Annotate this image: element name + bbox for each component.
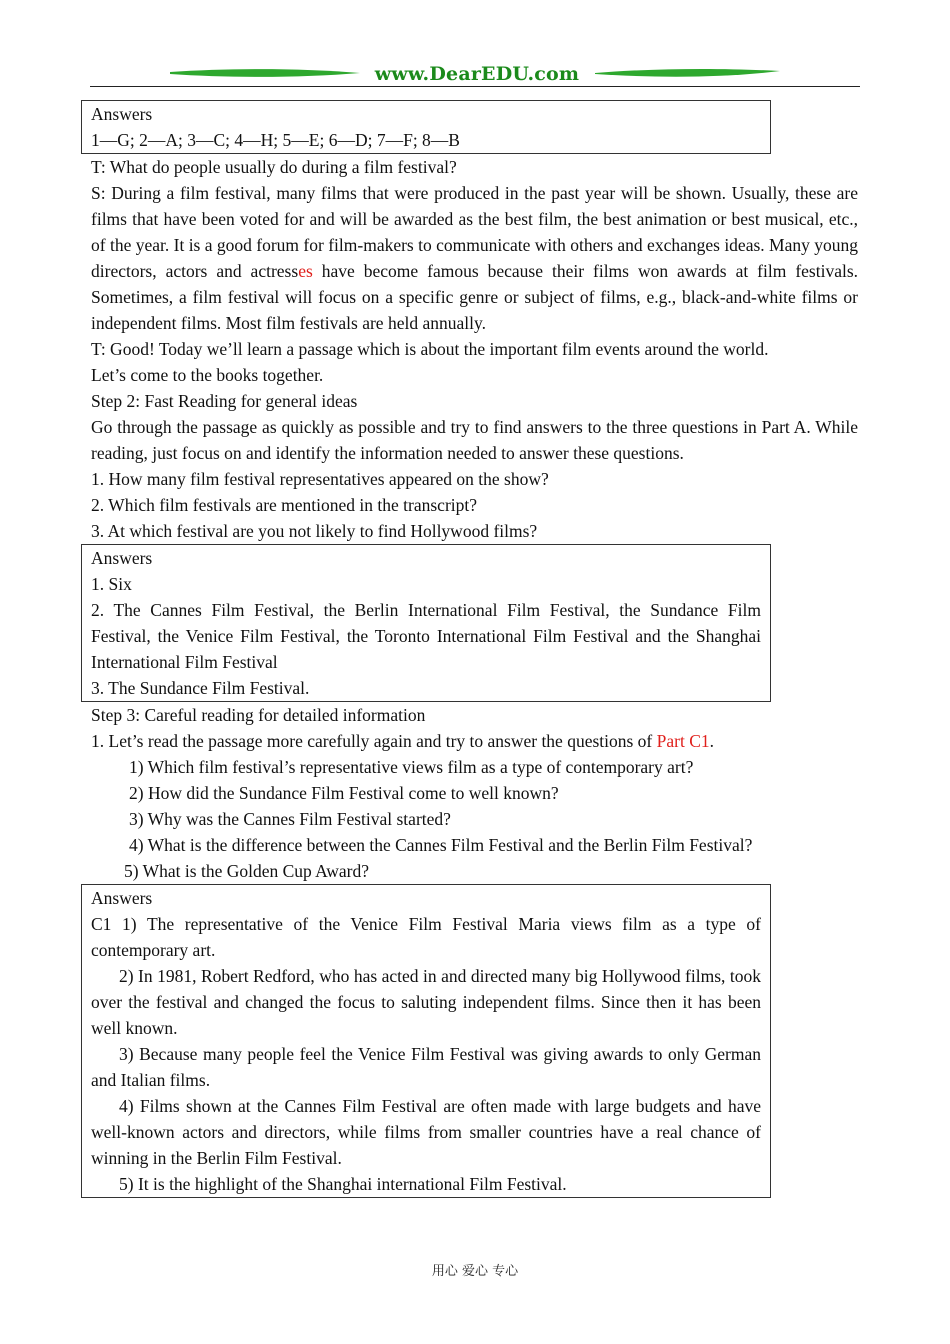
document-body bbox=[91, 100, 858, 1198]
c1-answer-4: 4) Films shown at the Cannes Film Festival are often made with large budgets and have well-known actors and directors, while films from smaller countries have a real chance of winning in the Berlin Film Festival. bbox=[91, 1096, 761, 1168]
step2-question-2: 2. Which film festivals are mentioned in the transcript? bbox=[91, 495, 478, 515]
c1-answer-5: 5) It is the highlight of the Shanghai international Film Festival. bbox=[119, 1174, 567, 1194]
step3-question-3: 3) Why was the Cannes Film Festival started? bbox=[129, 809, 451, 829]
step3-question-1: 1) Which film festival’s representative views film as a type of contemporary art? bbox=[129, 757, 694, 777]
c1-answer-1: C1 1) The representative of the Venice Film Festival Maria views film as a type of contemporary art. bbox=[91, 914, 761, 960]
step3-question-4: 4) What is the difference between the Cannes Film Festival and the Berlin Film Festival? bbox=[129, 835, 753, 855]
green-brush-stroke-right bbox=[595, 68, 780, 78]
answers-title: Answers bbox=[91, 104, 153, 124]
step3-title: Step 3: Careful reading for detailed information bbox=[91, 705, 426, 725]
part-c1-highlight: Part C1 bbox=[656, 731, 710, 751]
c1-answer-3: 3) Because many people feel the Venice Film Festival was giving awards to only German and Italian films. bbox=[91, 1044, 761, 1090]
answer-3: 3. The Sundance Film Festival. bbox=[91, 678, 310, 698]
teacher-remark: T: Good! Today we’ll learn a passage which is about the important film events around the world. bbox=[91, 339, 769, 359]
green-brush-stroke-left bbox=[170, 68, 360, 78]
answers-box-1 bbox=[81, 100, 771, 154]
page-header bbox=[90, 60, 860, 90]
page-footer: 用心 爱心 专心 bbox=[431, 1264, 519, 1279]
step2-instructions: Go through the passage as quickly as possible and try to find answers to the three questions in Part A. While reading, just focus on and identify the information needed to answer these questions. bbox=[91, 417, 858, 463]
answers-box-2 bbox=[81, 544, 771, 702]
site-logo: www.DearEDU.com bbox=[374, 63, 580, 85]
step3-question-5: 5) What is the Golden Cup Award? bbox=[124, 861, 369, 881]
answer-2: 2. The Cannes Film Festival, the Berlin International Film Festival, the Sundance Film Festival, the Venice Film Festival, the Toronto International Film Festival and the Shanghai International Film Festival bbox=[91, 600, 761, 672]
red-highlight: es bbox=[298, 261, 313, 281]
step3-question-2: 2) How did the Sundance Film Festival come to well known? bbox=[129, 783, 559, 803]
c1-answer-2: 2) In 1981, Robert Redford, who has acted in and directed many big Hollywood films, took over the festival and changed the focus to saluting independent films. Since then it has been well known. bbox=[91, 966, 761, 1038]
step2-question-1: 1. How many film festival representatives appeared on the show? bbox=[91, 469, 549, 489]
step3-intro: 1. Let’s read the passage more carefully again and try to answer the questions of Part C1. bbox=[91, 731, 715, 751]
step2-title: Step 2: Fast Reading for general ideas bbox=[91, 391, 358, 411]
step2-question-3: 3. At which festival are you not likely to find Hollywood films? bbox=[91, 521, 538, 541]
answer-1: 1. Six bbox=[91, 574, 132, 594]
answers-title: Answers bbox=[91, 548, 153, 568]
teacher-remark-2: Let’s come to the books together. bbox=[91, 365, 324, 385]
answers-box-3 bbox=[81, 884, 771, 1198]
teacher-question: T: What do people usually do during a film festival? bbox=[91, 157, 457, 177]
answers-title: Answers bbox=[91, 888, 153, 908]
header-rule bbox=[90, 86, 860, 87]
student-answer: S: During a film festival, many films that were produced in the past year will be shown. Usually, these are films that have been voted for and will be awarded as the best film, the best animation or best musical, etc., of the year. It is a good forum for film-makers to communicate with others and exchanges ideas. Many young directors, actors and actresses have become famous because their films won awards at film festivals. Sometimes, a film festival will focus on a specific genre or subject of films, e.g., black-and-white films or independent films. Most film festivals are held annually. bbox=[91, 183, 859, 333]
answers-line: 1—G; 2—A; 3—C; 4—H; 5—E; 6—D; 7—F; 8—B bbox=[91, 130, 460, 150]
